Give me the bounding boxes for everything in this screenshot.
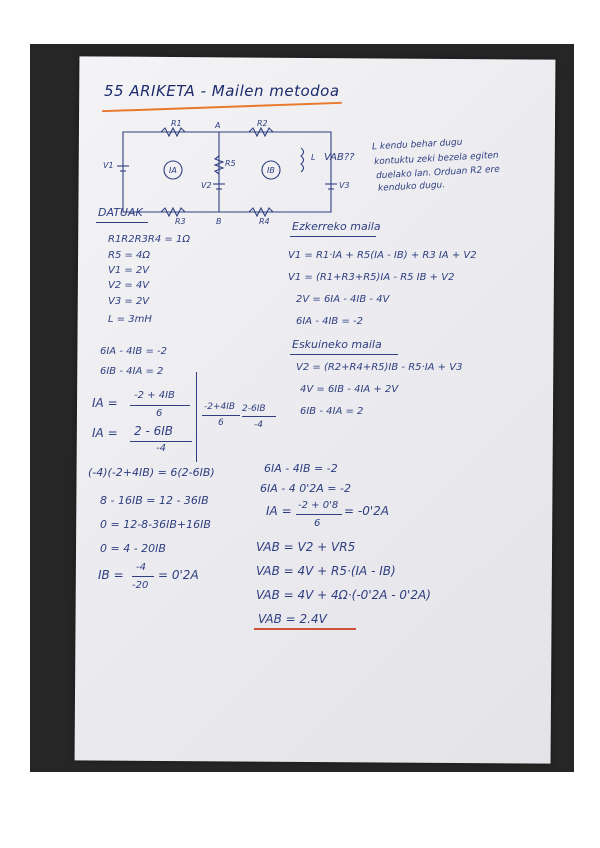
- vab-final-underline: [254, 628, 356, 630]
- ib-lhs: IB =: [98, 568, 124, 582]
- note-line-3: duelako lan. Orduan R2 ere: [375, 164, 501, 182]
- vab-final: VAB = 2.4V: [258, 612, 327, 626]
- label-ia: IA: [169, 166, 177, 175]
- right-line-2: 6IA - 4 0'2A = -2: [260, 482, 351, 495]
- step-4: 0 = 4 - 20IB: [100, 542, 166, 555]
- label-a: A: [215, 121, 221, 130]
- ezk-line-2: V1 = (R1+R3+R5)IA - R5 IB + V2: [288, 272, 455, 283]
- step-2: 8 - 16IB = 12 - 36IB: [100, 494, 209, 507]
- data-resistors: R1R2R3R4 = 1Ω: [108, 234, 190, 245]
- label-r2: R2: [257, 119, 268, 128]
- step-1: (-4)(-2+4IB) = 6(2-6IB): [88, 466, 215, 479]
- data-v3: V3 = 2V: [108, 296, 150, 307]
- right-line-1: 6IA - 4IB = -2: [264, 462, 338, 475]
- ib-result: = 0'2A: [158, 568, 199, 582]
- system-eq-1: 6IA - 4IB = -2: [100, 346, 167, 357]
- eq-rhs-numerator: 2-6IB: [242, 404, 266, 414]
- note-line-4: kenduko dugu.: [377, 180, 446, 194]
- ia-result: = -0'2A: [344, 504, 389, 518]
- page-title: 55 ARIKETA - Mailen metodoa: [104, 82, 340, 100]
- data-l: L = 3mH: [108, 314, 152, 325]
- eq-lhs-denominator: 6: [218, 418, 224, 428]
- note-line-2: kontuktu zeki bezela egiten: [373, 150, 499, 168]
- ezk-line-4: 6IA - 4IB = -2: [296, 316, 363, 327]
- label-l: L: [311, 153, 316, 162]
- eq-lhs-numerator: -2+4IB: [204, 402, 236, 412]
- divider-bracket: [196, 372, 197, 462]
- ezkerreko-underline: [290, 236, 376, 237]
- ia-denominator: 6: [314, 518, 321, 529]
- eskuineko-underline: [290, 354, 398, 355]
- label-r1: R1: [171, 119, 182, 128]
- ia2-denominator: -4: [156, 443, 166, 454]
- ia2-fraction-bar: [130, 441, 192, 442]
- label-v1: V1: [103, 161, 114, 170]
- ib-numerator: -4: [136, 562, 146, 573]
- vab-question: VAB??: [324, 152, 355, 163]
- ia1-denominator: 6: [156, 408, 163, 419]
- data-v2: V2 = 4V: [108, 280, 150, 291]
- label-v3: V3: [339, 181, 350, 190]
- label-r5: R5: [225, 159, 236, 168]
- ia1-lhs: IA =: [92, 396, 118, 410]
- esk-line-2: 4V = 6IB - 4IA + 2V: [300, 384, 399, 395]
- note-line-1: L kendu behar dugu: [371, 137, 463, 153]
- ib-denominator: -20: [132, 580, 149, 591]
- ezk-line-1: V1 = R1·IA + R5(IA - IB) + R3 IA + V2: [288, 250, 477, 261]
- label-ib: IB: [267, 166, 275, 175]
- vab-line-3: VAB = 4V + 4Ω·(-0'2A - 0'2A): [256, 588, 431, 602]
- ia1-numerator: -2 + 4IB: [134, 390, 175, 401]
- esk-line-1: V2 = (R2+R4+R5)IB - R5·IA + V3: [296, 362, 463, 373]
- eskuineko-heading: Eskuineko maila: [292, 338, 382, 351]
- label-r4: R4: [259, 217, 270, 226]
- ib-fraction-bar: [132, 576, 154, 577]
- inductor: [301, 148, 304, 172]
- ezkerreko-heading: Ezkerreko maila: [292, 220, 381, 233]
- step-3: 0 = 12-8-36IB+16IB: [100, 518, 211, 531]
- ia2-numerator: 2 - 6IB: [134, 424, 173, 438]
- ia-numerator: -2 + 0'8: [298, 500, 339, 511]
- label-v2: V2: [201, 181, 212, 190]
- ezk-line-3: 2V = 6IA - 4IB - 4V: [296, 294, 390, 305]
- label-r3: R3: [175, 217, 186, 226]
- label-b: B: [216, 217, 222, 226]
- datuak-heading: DATUAK: [98, 206, 143, 219]
- system-eq-2: 6IB - 4IA = 2: [100, 366, 164, 377]
- esk-line-3: 6IB - 4IA = 2: [300, 406, 364, 417]
- data-v1: V1 = 2V: [108, 265, 150, 276]
- ia-fraction-bar: [296, 514, 342, 515]
- vab-line-2: VAB = 4V + R5·(IA - IB): [256, 564, 396, 578]
- ia1-fraction-bar: [130, 405, 190, 406]
- eq-rhs-denominator: -4: [254, 420, 263, 430]
- ia2-lhs: IA =: [92, 426, 118, 440]
- circuit-wires: [123, 132, 331, 212]
- ia-lhs: IA =: [266, 504, 292, 518]
- datuak-underline: [96, 222, 148, 223]
- eq-rhs-bar: [242, 416, 276, 417]
- vab-line-1: VAB = V2 + VR5: [256, 540, 356, 554]
- eq-lhs-bar: [202, 415, 240, 416]
- data-r5: R5 = 4Ω: [108, 250, 151, 261]
